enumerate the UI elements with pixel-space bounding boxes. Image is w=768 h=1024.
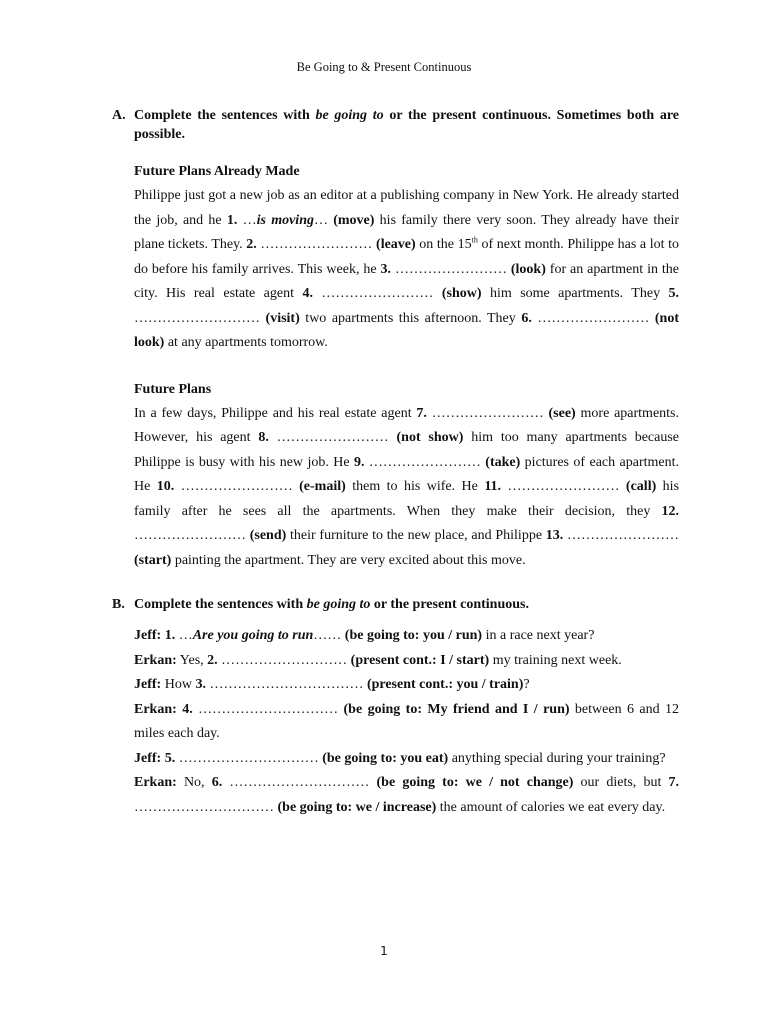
text: my training next week.	[489, 652, 622, 668]
instruction-emphasis: be going to	[306, 597, 371, 612]
item-number: 8.	[258, 430, 269, 445]
text: Yes,	[176, 652, 208, 668]
text: more apartments. However, his agent	[134, 405, 680, 445]
answer-blank[interactable]: …………………………	[192, 701, 344, 717]
text: of next month. Philippe has a lot to do before his family arrives. This week, he	[134, 237, 680, 277]
section-b-dialogue	[112, 624, 679, 820]
instruction-emphasis: be going to	[315, 108, 384, 123]
text: his family there very soon. They already have their plane tickets. They.	[134, 212, 680, 252]
text: their furniture to the new place, and Philippe	[286, 528, 546, 543]
instruction-text: Complete the sentences with	[134, 108, 316, 123]
text: ……	[313, 628, 345, 643]
verb-hint: (present cont.: I / start)	[350, 652, 490, 668]
answer-blank[interactable]: ……………………	[426, 405, 549, 421]
verb-hint: (send)	[249, 528, 287, 543]
speaker-name: Erkan:	[134, 701, 183, 717]
verb-hint: (be going to: you eat)	[322, 750, 449, 766]
answer-blank[interactable]: ……………………	[256, 237, 377, 252]
answer-blank[interactable]: ………………………	[217, 652, 351, 668]
answer-blank[interactable]: ………………………	[134, 310, 266, 326]
item-number: 4.	[182, 701, 193, 717]
verb-hint: (be going to: My friend and I / run)	[343, 701, 570, 717]
item-number: 5.	[668, 286, 680, 301]
text: …	[237, 212, 257, 228]
text: anything special during your training?	[448, 750, 666, 766]
item-number: 1.	[226, 212, 238, 228]
text: painting the apartment. They are very excited about this move.	[171, 552, 526, 568]
text: him too many apartments because Philippe is busy with his new job. He	[134, 430, 680, 470]
item-number: 4.	[302, 286, 313, 301]
section-a-letter: A.	[112, 108, 126, 123]
item-number: 3.	[380, 261, 392, 277]
answer-blank[interactable]: ……………………	[312, 286, 442, 301]
page-header: Be Going to & Present Continuous	[296, 60, 472, 74]
paragraph-future-plans	[134, 402, 679, 574]
text: for an apartment in the city. His real estate agent	[134, 261, 679, 301]
verb-hint: (take)	[485, 454, 521, 470]
item-number: 6.	[211, 775, 223, 790]
instruction-text: or the present continuous. Sometimes both are possible.	[134, 108, 680, 142]
item-number: 9.	[353, 454, 365, 470]
answer-blank[interactable]: ……………………	[174, 479, 300, 494]
text: him some apartments. They	[481, 286, 669, 301]
item-number: 10.	[156, 479, 175, 494]
section-a-body	[112, 162, 679, 573]
subheading-plans-already-made: Future Plans Already Made	[134, 164, 300, 179]
text: the amount of calories we eat every day.	[436, 799, 666, 815]
example-answer: Are you going to run	[192, 628, 314, 643]
instruction-text: Complete the sentences with	[134, 597, 307, 612]
answer-blank[interactable]: ……………………	[134, 528, 250, 543]
verb-hint: (move)	[333, 212, 375, 228]
item-number: 1.	[164, 628, 176, 643]
subheading-future-plans: Future Plans	[134, 381, 212, 397]
section-b-instructions	[112, 595, 679, 614]
text: How	[161, 677, 196, 692]
verb-hint: (visit)	[265, 310, 300, 326]
text: pictures of each apartment. He	[134, 454, 679, 494]
speaker-name: Jeff:	[134, 628, 165, 643]
example-answer: is moving	[256, 212, 314, 228]
verb-hint: (not look)	[134, 310, 680, 350]
page-number: 1	[380, 944, 388, 958]
verb-hint: (be going to: we / not change)	[376, 775, 574, 790]
speaker-name: Erkan:	[134, 652, 177, 668]
section-a-instructions	[112, 106, 679, 144]
item-number: 3.	[195, 677, 206, 692]
answer-blank[interactable]: ……………………	[391, 261, 511, 277]
worksheet-content	[112, 106, 679, 820]
verb-hint: (see)	[548, 405, 576, 421]
item-number: 2.	[246, 237, 257, 252]
paragraph-plans-already-made	[134, 184, 679, 356]
text: No,	[176, 775, 212, 790]
text: them to his wife. He	[345, 479, 485, 494]
verb-hint: (start)	[134, 552, 172, 568]
text: our diets, but	[573, 775, 669, 790]
verb-hint: (show)	[441, 286, 482, 301]
text: In a few days, Philippe and his real estate agent	[134, 405, 417, 421]
answer-blank[interactable]: ……………………	[563, 528, 679, 543]
item-number: 12.	[661, 503, 679, 519]
item-number: 7.	[416, 405, 427, 421]
dialogue-line-1	[134, 624, 679, 649]
text: Philippe just got a new job as an editor at a publishing company in New York. He already started the job, and he	[134, 188, 679, 228]
verb-hint: (leave)	[376, 237, 416, 252]
verb-hint: (call)	[625, 479, 657, 494]
text: in a race next year?	[482, 628, 595, 643]
verb-hint: (e-mail)	[299, 479, 346, 494]
answer-blank[interactable]: …………………………	[134, 799, 278, 815]
text: his family after he sees all the apartments. When they make their decision, they	[134, 479, 680, 519]
verb-hint: (be going to: you / run)	[344, 628, 483, 643]
section-b-letter: B.	[112, 597, 125, 612]
answer-blank[interactable]: ……………………………	[205, 677, 367, 692]
speaker-name: Erkan:	[134, 775, 177, 790]
text: …	[175, 628, 193, 643]
item-number: 6.	[521, 310, 532, 326]
item-number: 7.	[668, 775, 679, 790]
text: ?	[523, 677, 530, 692]
dialogue-line-4	[134, 698, 679, 747]
speaker-name: Jeff:	[134, 677, 162, 692]
text: between 6 and 12 miles each day.	[134, 701, 679, 741]
verb-hint: (look)	[510, 261, 546, 277]
superscript: th	[471, 235, 478, 245]
answer-blank[interactable]: ……………………	[364, 454, 486, 470]
verb-hint: (not show)	[396, 430, 464, 445]
answer-blank[interactable]: ……………………	[268, 430, 397, 445]
item-number: 11.	[484, 479, 502, 494]
dialogue-line-5	[134, 747, 679, 772]
item-number: 2.	[207, 652, 218, 668]
verb-hint: (present cont.: you / train)	[366, 677, 524, 692]
text: at any apartments tomorrow.	[164, 335, 328, 350]
answer-blank[interactable]: ……………………	[501, 479, 626, 494]
answer-blank[interactable]: …………………………	[175, 750, 323, 766]
dialogue-line-2	[134, 649, 679, 674]
dialogue-line-6	[134, 771, 679, 820]
text: on the 15	[415, 237, 472, 252]
instruction-text: or the present continuous.	[370, 597, 529, 612]
answer-blank[interactable]: …………………………	[222, 775, 377, 790]
text: …	[313, 212, 334, 228]
answer-blank[interactable]: ……………………	[531, 310, 655, 326]
speaker-name: Jeff:	[134, 750, 165, 766]
item-number: 5.	[164, 750, 176, 766]
text: two apartments this afternoon. They	[299, 310, 522, 326]
item-number: 13.	[545, 528, 564, 543]
verb-hint: (be going to: we / increase)	[277, 799, 437, 815]
dialogue-line-3	[134, 673, 679, 698]
